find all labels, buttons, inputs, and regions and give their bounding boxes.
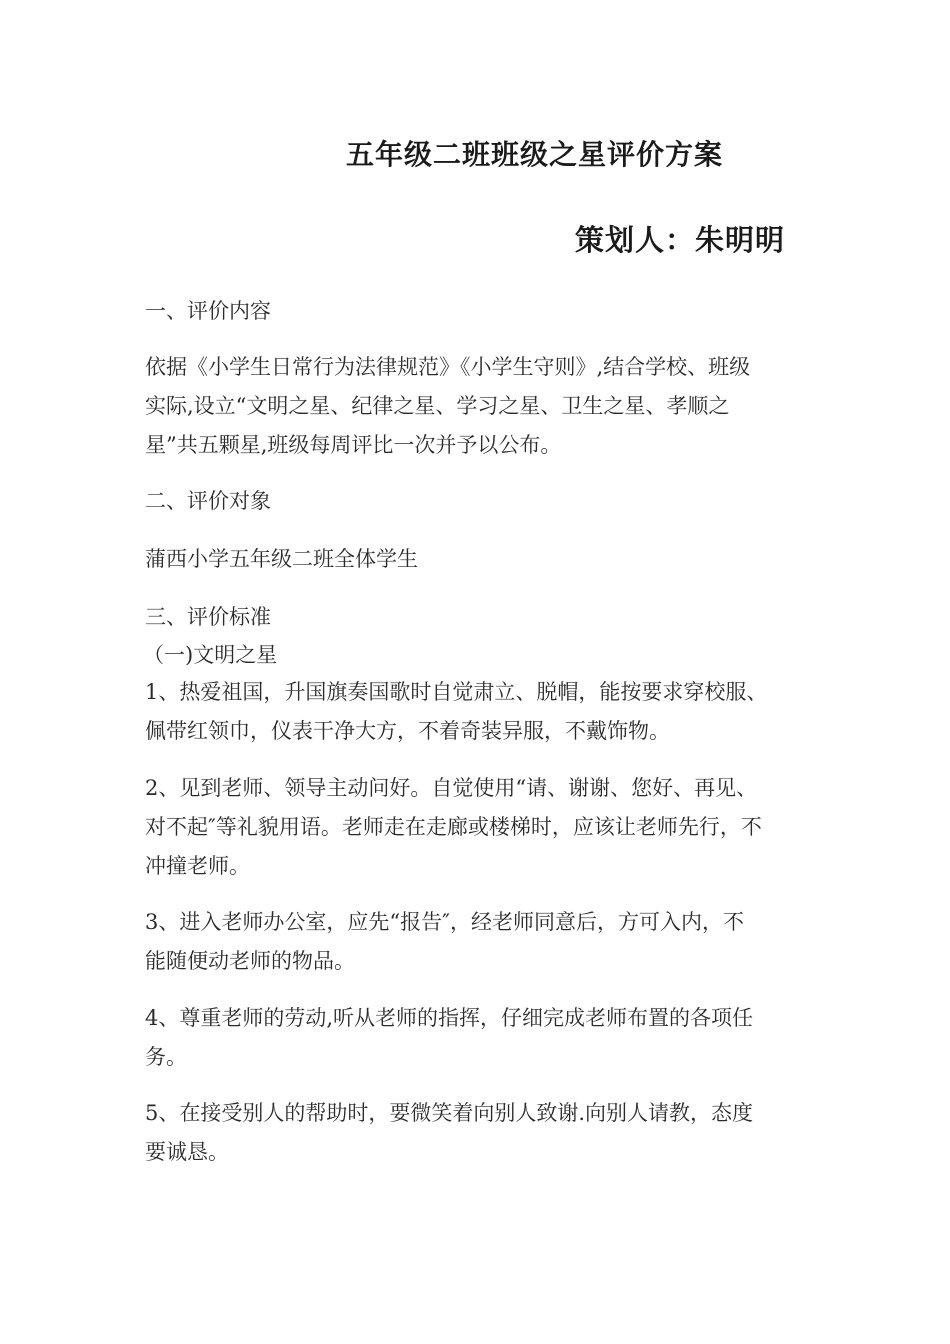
standard-item-line: 要诚恳。	[145, 1140, 229, 1164]
content-paragraph-line: 星”共五颗星,班级每周评比一次并予以公布。	[145, 433, 562, 457]
section-heading-standard: 三、评价标准	[145, 605, 271, 629]
standard-item-line: 对不起″等礼貌用语。老师走在走廊或楼梯时，应该让老师先行，不	[145, 815, 762, 839]
standard-item-line: 冲撞老师。	[145, 854, 250, 878]
content-paragraph-line: 实际,设立“文明之星、纪律之星、学习之星、卫生之星、孝顺之	[145, 394, 730, 418]
standard-item-line: 4、尊重老师的劳动,听从老师的指挥，仔细完成老师布置的各项任	[145, 1006, 754, 1030]
standard-item	[145, 903, 810, 981]
standard-item-line: 佩带红领巾，仪表干净大方，不着奇装异服，不戴饰物。	[145, 719, 670, 743]
standard-item	[145, 999, 810, 1077]
author-line: 策划人：朱明明	[575, 223, 786, 257]
standard-item	[145, 1094, 810, 1172]
document-title: 五年级二班班级之星评价方案	[346, 138, 724, 171]
standard-item	[145, 673, 810, 751]
subsection-heading: （一)文明之星	[143, 643, 278, 667]
section-heading-content: 一、评价内容	[145, 299, 271, 323]
section-heading-target: 二、评价对象	[145, 489, 271, 513]
standard-item	[145, 769, 810, 886]
target-text: 蒲西小学五年级二班全体学生	[145, 547, 418, 571]
standard-item-line: 2、见到老师、领导主动问好。自觉使用“请、谢谢、您好、再见、	[145, 776, 758, 800]
standard-item-line: 5、在接受别人的帮助时，要微笑着向别人致谢.向别人请教，态度	[145, 1101, 754, 1125]
standard-item-line: 务。	[145, 1045, 187, 1069]
content-paragraph	[145, 348, 810, 465]
standard-item-line: 3、进入老师办公室，应先“报告″，经老师同意后，方可入内，不	[145, 910, 744, 934]
standard-item-line: 能随便动老师的物品。	[145, 949, 355, 973]
content-paragraph-line: 依据《小学生日常行为法律规范》《小学生守则》,结合学校、班级	[145, 355, 751, 379]
standard-item-line: 1、热爱祖国，升国旗奏国歌时自觉肃立、脱帽，能按要求穿校服、	[145, 680, 768, 704]
